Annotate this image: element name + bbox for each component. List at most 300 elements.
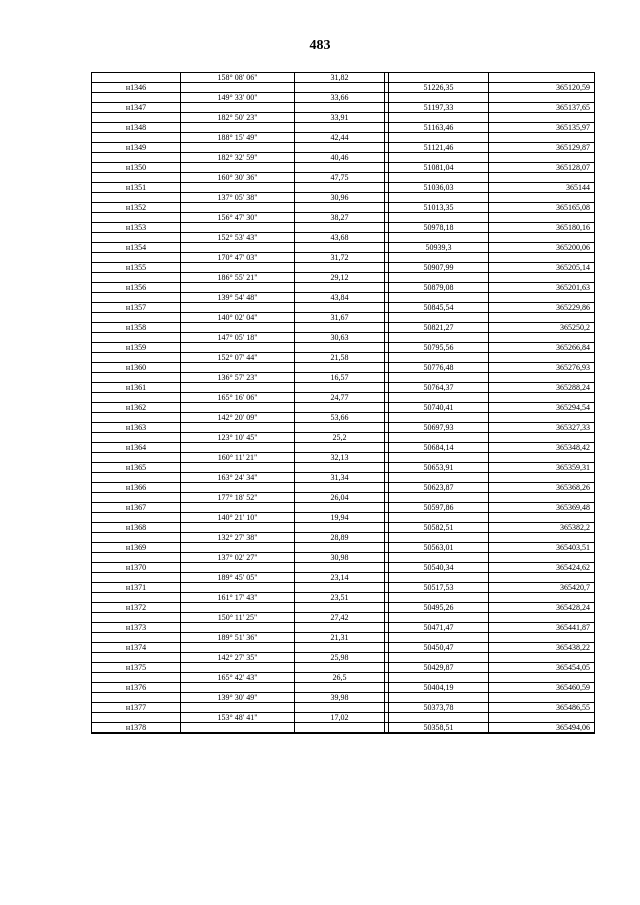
point-row (92, 443, 594, 453)
y-coordinate-cell (489, 473, 596, 482)
point-name-cell (92, 273, 181, 282)
x-coordinate-cell (389, 713, 489, 722)
x-coordinate-cell (389, 593, 489, 602)
point-name-cell (92, 253, 181, 262)
x-coordinate-cell (389, 93, 489, 102)
direction-angle-cell (181, 83, 295, 92)
y-coordinate-cell (489, 593, 596, 602)
x-coordinate-cell (389, 333, 489, 342)
point-name-cell (92, 313, 181, 322)
direction-angle-cell (181, 603, 295, 612)
point-row (92, 203, 594, 213)
y-coordinate-cell (489, 453, 596, 462)
point-row (92, 603, 594, 613)
point-row (92, 703, 594, 713)
segment-row (92, 653, 594, 663)
y-coordinate-cell: 365144 (566, 183, 590, 192)
direction-angle-cell (181, 663, 295, 672)
x-coordinate-cell (389, 533, 489, 542)
point-row (92, 523, 594, 533)
y-coordinate-cell (489, 573, 596, 582)
point-name-cell (92, 553, 181, 562)
x-coordinate-cell: 51197,33 (389, 103, 489, 112)
point-name-cell (92, 93, 181, 102)
x-coordinate-cell: 50517,53 (389, 583, 489, 592)
direction-angle-cell: 147° 05' 18" (181, 333, 295, 342)
y-coordinate-cell: 365229,86 (556, 303, 590, 312)
segment-row (92, 333, 594, 343)
direction-angle-cell: 139° 54' 48" (181, 293, 295, 302)
y-coordinate-cell: 365454,05 (556, 663, 590, 672)
point-row (92, 663, 594, 673)
direction-angle-cell (181, 563, 295, 572)
distance-cell (295, 503, 385, 512)
point-row (92, 223, 594, 233)
segment-row (92, 133, 594, 143)
y-coordinate-cell: 365369,48 (556, 503, 590, 512)
direction-angle-cell (181, 303, 295, 312)
point-name-cell (92, 133, 181, 142)
point-name-cell (92, 393, 181, 402)
point-name-cell (92, 113, 181, 122)
y-coordinate-cell: 365137,65 (556, 103, 590, 112)
y-coordinate-cell: 365276,93 (556, 363, 590, 372)
y-coordinate-cell: 365486,55 (556, 703, 590, 712)
distance-cell (295, 83, 385, 92)
distance-cell: 28,89 (295, 533, 385, 542)
x-coordinate-cell (389, 473, 489, 482)
point-name-cell (92, 353, 181, 362)
y-coordinate-cell: 365382,2 (560, 523, 590, 532)
distance-cell (295, 443, 385, 452)
segment-row (92, 313, 594, 323)
point-name-cell: н1357 (92, 303, 181, 312)
distance-cell (295, 563, 385, 572)
direction-angle-cell (181, 543, 295, 552)
direction-angle-cell: 137° 02' 27" (181, 553, 295, 562)
x-coordinate-cell: 50563,01 (389, 543, 489, 552)
direction-angle-cell: 152° 53' 43" (181, 233, 295, 242)
point-name-cell (92, 673, 181, 682)
direction-angle-cell (181, 223, 295, 232)
x-coordinate-cell (389, 233, 489, 242)
direction-angle-cell: 160° 30' 36" (181, 173, 295, 182)
point-name-cell (92, 373, 181, 382)
point-row (92, 103, 594, 113)
point-name-cell: н1352 (92, 203, 181, 212)
point-name-cell: н1358 (92, 323, 181, 332)
point-name-cell: н1376 (92, 683, 181, 692)
point-name-cell: н1367 (92, 503, 181, 512)
point-name-cell (92, 153, 181, 162)
direction-angle-cell (181, 503, 295, 512)
direction-angle-cell (181, 643, 295, 652)
segment-row (92, 213, 594, 223)
point-name-cell (92, 413, 181, 422)
point-row (92, 83, 594, 93)
distance-cell: 43,84 (295, 293, 385, 302)
distance-cell (295, 403, 385, 412)
point-name-cell: н1355 (92, 263, 181, 272)
point-row (92, 283, 594, 293)
x-coordinate-cell: 50740,41 (389, 403, 489, 412)
point-row (92, 143, 594, 153)
y-coordinate-cell (489, 613, 596, 622)
y-coordinate-cell (489, 273, 596, 282)
point-name-cell: н1377 (92, 703, 181, 712)
y-coordinate-cell (489, 533, 596, 542)
y-coordinate-cell (489, 393, 596, 402)
direction-angle-cell: 156° 47' 30" (181, 213, 295, 222)
direction-angle-cell (181, 203, 295, 212)
distance-cell (295, 303, 385, 312)
coordinates-table (91, 72, 595, 734)
distance-cell: 30,98 (295, 553, 385, 562)
point-row (92, 583, 594, 593)
x-coordinate-cell: 50907,99 (389, 263, 489, 272)
point-row (92, 643, 594, 653)
x-coordinate-cell: 50879,08 (389, 283, 489, 292)
y-coordinate-cell (489, 233, 596, 242)
y-coordinate-cell: 365200,06 (556, 243, 590, 252)
point-name-cell: н1362 (92, 403, 181, 412)
segment-row (92, 693, 594, 703)
direction-angle-cell: 136° 57' 23" (181, 373, 295, 382)
segment-row (92, 473, 594, 483)
segment-row (92, 713, 594, 723)
segment-row (92, 293, 594, 303)
y-coordinate-cell: 365441,87 (556, 623, 590, 632)
direction-angle-cell: 150° 11' 25" (181, 613, 295, 622)
point-name-cell: н1351 (92, 183, 181, 192)
point-name-cell: н1366 (92, 483, 181, 492)
y-coordinate-cell (489, 173, 596, 182)
direction-angle-cell (181, 263, 295, 272)
point-row (92, 343, 594, 353)
y-coordinate-cell (489, 553, 596, 562)
segment-row (92, 73, 594, 83)
distance-cell: 38,27 (295, 213, 385, 222)
point-name-cell (92, 473, 181, 482)
distance-cell (295, 383, 385, 392)
distance-cell (295, 363, 385, 372)
distance-cell (295, 683, 385, 692)
direction-angle-cell (181, 443, 295, 452)
distance-cell: 32,13 (295, 453, 385, 462)
direction-angle-cell (181, 683, 295, 692)
segment-row (92, 273, 594, 283)
x-coordinate-cell (389, 453, 489, 462)
point-name-cell (92, 533, 181, 542)
direction-angle-cell: 142° 20' 09" (181, 413, 295, 422)
direction-angle-cell: 186° 55' 21" (181, 273, 295, 282)
segment-row (92, 153, 594, 163)
direction-angle-cell: 165° 42' 43" (181, 673, 295, 682)
distance-cell: 30,63 (295, 333, 385, 342)
distance-cell (295, 723, 385, 732)
x-coordinate-cell (389, 553, 489, 562)
x-coordinate-cell (389, 573, 489, 582)
x-coordinate-cell: 50776,48 (389, 363, 489, 372)
distance-cell: 27,42 (295, 613, 385, 622)
distance-cell (295, 703, 385, 712)
y-coordinate-cell: 365294,54 (556, 403, 590, 412)
direction-angle-cell: 137° 05' 38" (181, 193, 295, 202)
y-coordinate-cell: 365266,84 (556, 343, 590, 352)
distance-cell: 21,58 (295, 353, 385, 362)
distance-cell: 30,96 (295, 193, 385, 202)
direction-angle-cell (181, 323, 295, 332)
x-coordinate-cell (389, 253, 489, 262)
y-coordinate-cell: 365135,97 (556, 123, 590, 132)
point-row (92, 123, 594, 133)
y-coordinate-cell (489, 333, 596, 342)
x-coordinate-cell: 51013,35 (389, 203, 489, 212)
point-name-cell (92, 713, 181, 722)
point-name-cell: н1375 (92, 663, 181, 672)
distance-cell (295, 103, 385, 112)
x-coordinate-cell (389, 433, 489, 442)
direction-angle-cell: 161° 17' 43" (181, 593, 295, 602)
x-coordinate-cell (389, 193, 489, 202)
direction-angle-cell (181, 123, 295, 132)
y-coordinate-cell: 365327,33 (556, 423, 590, 432)
point-name-cell: н1361 (92, 383, 181, 392)
point-name-cell: н1346 (92, 83, 181, 92)
y-coordinate-cell: 365438,22 (556, 643, 590, 652)
y-coordinate-cell: 365250,2 (560, 323, 590, 332)
y-coordinate-cell: 365180,16 (556, 223, 590, 232)
distance-cell (295, 263, 385, 272)
y-coordinate-cell (489, 193, 596, 202)
direction-angle-cell: 170° 47' 03" (181, 253, 295, 262)
y-coordinate-cell: 365348,42 (556, 443, 590, 452)
y-coordinate-cell (489, 133, 596, 142)
point-row (92, 403, 594, 413)
y-coordinate-cell (489, 653, 596, 662)
y-coordinate-cell (489, 113, 596, 122)
point-row (92, 503, 594, 513)
distance-cell: 31,72 (295, 253, 385, 262)
distance-cell: 31,34 (295, 473, 385, 482)
distance-cell (295, 243, 385, 252)
x-coordinate-cell (389, 73, 489, 82)
distance-cell: 39,98 (295, 693, 385, 702)
distance-cell (295, 203, 385, 212)
distance-cell: 31,82 (295, 73, 385, 82)
x-coordinate-cell (389, 693, 489, 702)
y-coordinate-cell: 365460,59 (556, 683, 590, 692)
direction-angle-cell (181, 143, 295, 152)
direction-angle-cell (181, 583, 295, 592)
point-name-cell: н1349 (92, 143, 181, 152)
direction-angle-cell (181, 463, 295, 472)
segment-row (92, 393, 594, 403)
distance-cell: 43,68 (295, 233, 385, 242)
distance-cell (295, 423, 385, 432)
x-coordinate-cell: 50358,51 (389, 723, 489, 732)
direction-angle-cell: 188° 15' 49" (181, 133, 295, 142)
distance-cell (295, 183, 385, 192)
point-row (92, 623, 594, 633)
x-coordinate-cell: 50495,26 (389, 603, 489, 612)
segment-row (92, 233, 594, 243)
y-coordinate-cell (489, 353, 596, 362)
direction-angle-cell (181, 483, 295, 492)
y-coordinate-cell (489, 413, 596, 422)
distance-cell: 31,67 (295, 313, 385, 322)
direction-angle-cell (181, 163, 295, 172)
distance-cell: 19,94 (295, 513, 385, 522)
x-coordinate-cell: 51081,04 (389, 163, 489, 172)
y-coordinate-cell: 365201,63 (556, 283, 590, 292)
x-coordinate-cell: 50429,87 (389, 663, 489, 672)
x-coordinate-cell: 51163,46 (389, 123, 489, 132)
direction-angle-cell (181, 183, 295, 192)
x-coordinate-cell (389, 173, 489, 182)
point-name-cell: н1370 (92, 563, 181, 572)
point-name-cell: н1347 (92, 103, 181, 112)
x-coordinate-cell: 50978,18 (389, 223, 489, 232)
distance-cell (295, 663, 385, 672)
x-coordinate-cell (389, 353, 489, 362)
distance-cell: 42,44 (295, 133, 385, 142)
y-coordinate-cell (489, 633, 596, 642)
segment-row (92, 373, 594, 383)
point-name-cell (92, 513, 181, 522)
point-row (92, 183, 594, 193)
y-coordinate-cell (489, 153, 596, 162)
distance-cell: 53,66 (295, 413, 385, 422)
point-row (92, 563, 594, 573)
point-name-cell: н1364 (92, 443, 181, 452)
direction-angle-cell: 139° 30' 49" (181, 693, 295, 702)
x-coordinate-cell (389, 293, 489, 302)
x-coordinate-cell: 50373,78 (389, 703, 489, 712)
point-name-cell: н1371 (92, 583, 181, 592)
y-coordinate-cell (489, 693, 596, 702)
direction-angle-cell (181, 103, 295, 112)
point-name-cell (92, 433, 181, 442)
point-row (92, 323, 594, 333)
point-name-cell: н1348 (92, 123, 181, 132)
distance-cell (295, 463, 385, 472)
point-name-cell (92, 593, 181, 602)
y-coordinate-cell (489, 73, 596, 82)
point-name-cell: н1374 (92, 643, 181, 652)
y-coordinate-cell (489, 673, 596, 682)
y-coordinate-cell: 365403,51 (556, 543, 590, 552)
point-name-cell: н1350 (92, 163, 181, 172)
point-name-cell: н1365 (92, 463, 181, 472)
segment-row (92, 493, 594, 503)
direction-angle-cell: 182° 50' 23" (181, 113, 295, 122)
point-name-cell (92, 333, 181, 342)
x-coordinate-cell: 50764,37 (389, 383, 489, 392)
point-row (92, 383, 594, 393)
y-coordinate-cell (489, 493, 596, 502)
segment-row (92, 533, 594, 543)
y-coordinate-cell: 365368,26 (556, 483, 590, 492)
distance-cell (295, 143, 385, 152)
distance-cell: 17,02 (295, 713, 385, 722)
segment-row (92, 633, 594, 643)
direction-angle-cell (181, 383, 295, 392)
distance-cell (295, 223, 385, 232)
distance-cell (295, 603, 385, 612)
x-coordinate-cell: 50471,47 (389, 623, 489, 632)
x-coordinate-cell: 50821,27 (389, 323, 489, 332)
distance-cell: 24,77 (295, 393, 385, 402)
point-name-cell: н1356 (92, 283, 181, 292)
distance-cell (295, 123, 385, 132)
segment-row (92, 253, 594, 263)
direction-angle-cell: 142° 27' 35" (181, 653, 295, 662)
point-name-cell: н1354 (92, 243, 181, 252)
x-coordinate-cell (389, 153, 489, 162)
point-name-cell (92, 693, 181, 702)
point-row (92, 463, 594, 473)
direction-angle-cell (181, 623, 295, 632)
direction-angle-cell: 177° 18' 52" (181, 493, 295, 502)
x-coordinate-cell (389, 493, 489, 502)
point-name-cell: н1359 (92, 343, 181, 352)
y-coordinate-cell: 365428,24 (556, 603, 590, 612)
x-coordinate-cell (389, 213, 489, 222)
segment-row (92, 673, 594, 683)
segment-row (92, 413, 594, 423)
point-name-cell: н1353 (92, 223, 181, 232)
direction-angle-cell (181, 703, 295, 712)
direction-angle-cell (181, 343, 295, 352)
x-coordinate-cell: 50684,14 (389, 443, 489, 452)
point-row (92, 723, 594, 733)
x-coordinate-cell (389, 373, 489, 382)
point-name-cell (92, 233, 181, 242)
x-coordinate-cell (389, 673, 489, 682)
point-row (92, 483, 594, 493)
segment-row (92, 513, 594, 523)
x-coordinate-cell: 50653,91 (389, 463, 489, 472)
direction-angle-cell: 189° 45' 05" (181, 573, 295, 582)
distance-cell (295, 343, 385, 352)
distance-cell: 33,91 (295, 113, 385, 122)
point-name-cell: н1372 (92, 603, 181, 612)
distance-cell: 47,75 (295, 173, 385, 182)
point-name-cell: н1360 (92, 363, 181, 372)
direction-angle-cell: 182° 32' 59" (181, 153, 295, 162)
y-coordinate-cell: 365424,62 (556, 563, 590, 572)
distance-cell (295, 643, 385, 652)
x-coordinate-cell (389, 653, 489, 662)
x-coordinate-cell (389, 113, 489, 122)
direction-angle-cell (181, 523, 295, 532)
y-coordinate-cell (489, 93, 596, 102)
direction-angle-cell: 189° 51' 36" (181, 633, 295, 642)
direction-angle-cell: 149° 33' 00" (181, 93, 295, 102)
x-coordinate-cell: 50845,54 (389, 303, 489, 312)
y-coordinate-cell (489, 513, 596, 522)
point-row (92, 683, 594, 693)
distance-cell (295, 163, 385, 172)
point-name-cell: н1369 (92, 543, 181, 552)
x-coordinate-cell: 50450,47 (389, 643, 489, 652)
page-number: 483 (309, 38, 331, 53)
y-coordinate-cell: 365205,14 (556, 263, 590, 272)
point-name-cell (92, 493, 181, 502)
point-name-cell (92, 633, 181, 642)
point-row (92, 303, 594, 313)
